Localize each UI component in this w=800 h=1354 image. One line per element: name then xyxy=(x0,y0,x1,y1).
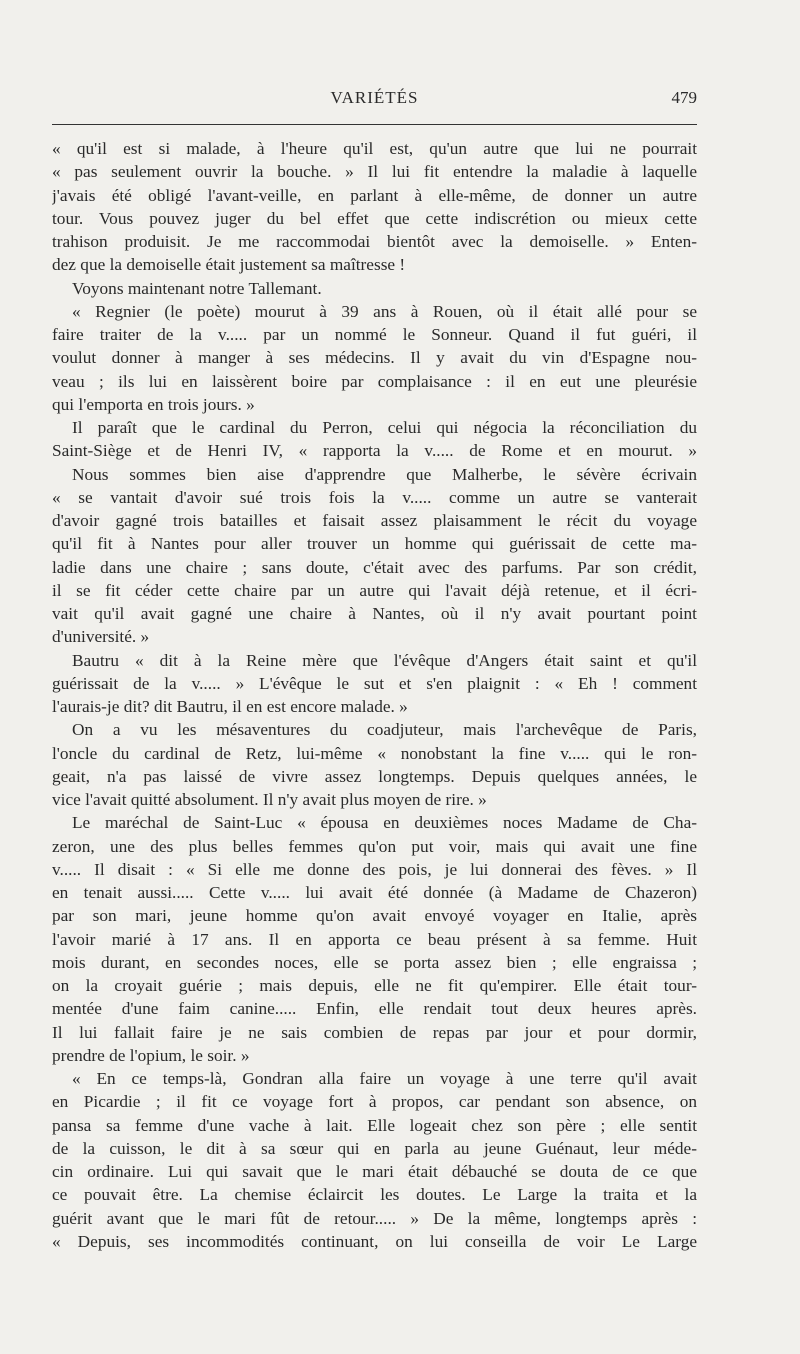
text-line: guérit avant que le mari fût de retour..... » De la même, longtemps après : xyxy=(52,1208,697,1228)
text-line: il se fit céder cette chaire par un autre qui l'avait déjà retenue, et il écri- xyxy=(52,580,697,600)
text-line: veau ; ils lui en laissèrent boire par complaisance : il en eut une pleurésie xyxy=(52,371,697,391)
text-line: dez que la demoiselle était justement sa maîtresse ! xyxy=(52,255,406,275)
text-line: par son mari, jeune homme qu'on avait envoyé voyager en Italie, après xyxy=(52,906,697,926)
text-line: qui l'emporta en trois jours. » xyxy=(52,394,255,414)
text-line: Nous sommes bien aise d'apprendre que Malherbe, le sévère écrivain xyxy=(72,464,697,484)
text-line: l'oncle du cardinal de Retz, lui-même « nonobstant la fine v..... qui le ron- xyxy=(52,743,697,763)
text-line: de la cuisson, le dit à sa sœur qui en parla au jeune Guénaut, leur méde- xyxy=(52,1138,697,1158)
text-line: « qu'il est si malade, à l'heure qu'il est, qu'un autre que lui ne pourrait xyxy=(52,139,697,158)
page-header xyxy=(52,82,697,112)
text-line: guérissait de la v..... » L'évêque le sut et s'en plaignit : « Eh ! comment xyxy=(52,673,697,693)
text-line: ce pouvait être. La chemise éclaircit les doutes. Le Large la traita et la xyxy=(52,1185,697,1205)
body-text xyxy=(52,137,697,1253)
text-line: « pas seulement ouvrir la bouche. » Il lui fit entendre la maladie à laquelle xyxy=(52,162,697,182)
text-line: l'aurais-je dit? dit Bautru, il en est encore malade. » xyxy=(52,697,408,716)
text-line: prendre de l'opium, le soir. » xyxy=(52,1045,250,1065)
text-line: Le maréchal de Saint-Luc « épousa en deuxièmes noces Madame de Cha- xyxy=(72,813,697,833)
text-line: voulut donner à manger à ses médecins. Il y avait du vin d'Espagne nou- xyxy=(52,348,697,368)
text-line: ladie dans une chaire ; sans doute, c'était avec des parfums. Par son crédit, xyxy=(52,557,697,577)
text-line: mentée d'une faim canine..... Enfin, elle rendait tout deux heures après. xyxy=(52,999,697,1019)
text-line: Il lui fallait faire je ne sais combien de repas par jour et pour dormir, xyxy=(52,1022,697,1042)
text-line: « En ce temps-là, Gondran alla faire un voyage à une terre qu'il avait xyxy=(72,1069,697,1088)
running-title: VARIÉTÉS xyxy=(330,88,419,107)
text-line: Bautru « dit à la Reine mère que l'évêque d'Angers était saint et qu'il xyxy=(72,650,697,670)
text-line: geait, n'a pas laissé de vivre assez longtemps. Depuis quelques années, le xyxy=(52,766,697,786)
text-line: vait qu'il avait gagné une chaire à Nantes, où il n'y avait pourtant point xyxy=(52,604,697,623)
text-line: en Picardie ; il fit ce voyage fort à propos, car pendant son absence, on xyxy=(52,1092,697,1112)
text-line: vice l'avait quitté absolument. Il n'y avait plus moyen de rire. » xyxy=(52,790,487,809)
text-line: « Regnier (le poète) mourut à 39 ans à Rouen, où il était allé pour se xyxy=(72,301,697,321)
text-line: faire traiter de la v..... par un nommé le Sonneur. Quand il fut guéri, il xyxy=(52,325,697,344)
text-line: Voyons maintenant notre Tallemant. xyxy=(72,278,322,298)
text-line: d'université. » xyxy=(52,627,150,647)
text-line: zeron, une des plus belles femmes qu'on put voir, mais qui avait une fine xyxy=(52,836,697,856)
text-line: d'avoir gagné trois batailles et faisait assez plaisamment le récit du voyage xyxy=(52,511,697,530)
text-line: on la croyait guérie ; mais depuis, elle ne fit qu'empirer. Elle était tour- xyxy=(52,976,697,995)
text-line: On a vu les mésaventures du coadjuteur, mais l'archevêque de Paris, xyxy=(72,720,697,740)
text-line: cin ordinaire. Lui qui savait que le mari était débauché se douta de ce que xyxy=(52,1162,697,1181)
text-line: mois durant, en secondes noces, elle se porta assez bien ; elle engraissa ; xyxy=(52,952,697,972)
header-rule xyxy=(52,124,697,125)
text-line: Saint-Siège et de Henri IV, « rapporta la v..... de Rome et en mourut. » xyxy=(52,441,697,461)
text-line: Il paraît que le cardinal du Perron, celui qui négocia la réconciliation du xyxy=(72,418,697,437)
text-line: l'avoir marié à 17 ans. Il en apporta ce beau présent à sa femme. Huit xyxy=(52,929,697,949)
text-line: en tenait aussi..... Cette v..... lui avait été donnée (à Madame de Chazeron) xyxy=(52,883,697,902)
page-number: 479 xyxy=(671,88,697,107)
text-line: « Depuis, ses incommodités continuant, on lui conseilla de voir Le Large xyxy=(52,1231,697,1251)
text-line: pansa sa femme d'une vache à lait. Elle logeait chez son père ; elle sentit xyxy=(52,1115,697,1135)
text-line: « se vantait d'avoir sué trois fois la v..... comme un autre se vanterait xyxy=(52,487,697,507)
text-line: v..... Il disait : « Si elle me donne des pois, je lui donnerai des fèves. » Il xyxy=(52,859,697,879)
text-line: j'avais été obligé l'avant-veille, en parlant à elle-même, de donner un autre xyxy=(52,185,697,205)
text-line: tour. Vous pouvez juger du bel effet que cette indiscrétion ou mieux cette xyxy=(52,208,697,228)
text-line: qu'il fit à Nantes pour aller trouver un homme qui guérissait de cette ma- xyxy=(52,534,697,554)
text-line: trahison produisit. Je me raccommodai bientôt avec la demoiselle. » Enten- xyxy=(52,232,697,251)
